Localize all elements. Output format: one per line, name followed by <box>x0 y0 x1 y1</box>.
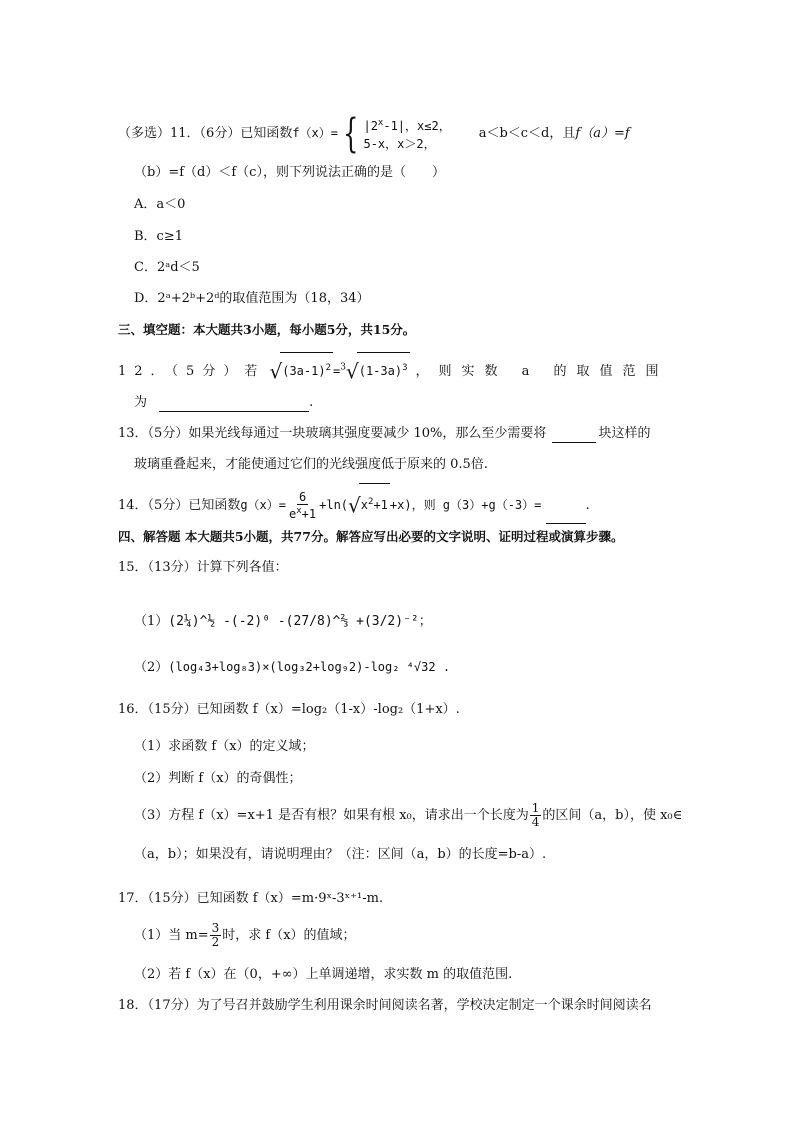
q11-cases <box>363 114 450 153</box>
q14-end: . <box>585 498 590 513</box>
q14-prefix: 14．（5分）已知函数 <box>118 498 241 513</box>
q12-sqrt-symbol: √ <box>269 359 283 384</box>
q11-cond: a＜b＜c＜d，且 <box>478 126 576 141</box>
q14-fraction: $\frac{6}{e^x+1}$ <box>289 489 317 521</box>
q13-line2: 玻璃重叠起来，才能使通过它们的光线强度低于原来的 0.5倍. <box>134 457 488 472</box>
q12-line1 <box>118 352 669 382</box>
q11-cond2: f（a）=f <box>575 126 630 141</box>
q11-line1 <box>118 110 630 157</box>
q12-end: . <box>309 395 314 410</box>
q16-p3-fraction: $\frac{1}{4}$ <box>531 801 540 829</box>
q14-sqrt-symbol: √ <box>348 493 361 518</box>
section-3-heading: 三、填空题：本大题共3小题，每小题5分，共15分。 <box>118 322 416 337</box>
q11-case2: 5-x，x＞2， <box>363 137 436 151</box>
q11-fx: f（x）= <box>292 126 339 140</box>
q17-p1-text-a: （1）当 m= <box>134 928 209 943</box>
q13-text-b: 块这样的 <box>598 426 651 441</box>
q16-p3-text-b: 的区间（a，b），使 x₀∈ <box>542 808 683 823</box>
q12-for: 为 <box>134 395 148 410</box>
q14-tail: +x)，则 g（3）+g（-3）= <box>389 498 542 512</box>
q15-p2-label: （2） <box>134 660 169 675</box>
q12-suffix: ，则实数 a 的取值范围 <box>415 364 669 379</box>
q12-cbrt-symbol: √ <box>345 359 359 384</box>
q16-p3-text-a: （3）方程 f（x）=x+1 是否有根？如果有根 x₀，请求出一个长度为 <box>134 808 529 823</box>
q16-part3-line2: （a，b）；如果没有，请说明理由？（注：区间（a，b）的长度=b-a）. <box>134 847 547 862</box>
q12-prefix: 12．（5分）若 <box>118 364 266 379</box>
section-4-heading: 四、解答题 本大题共5小题，共77分。解答应写出必要的文字说明、证明过程或演算步骤。 <box>118 529 624 544</box>
q15-p2-expr: (log₄3+log₈3)×(log₃2+log₉2)-log₂ ⁴√32 . <box>168 660 451 674</box>
q17-part2: （2）若 f（x）在（0，+∞）上单调递增，求实数 m 的取值范围. <box>134 967 513 982</box>
q16-title: 16．（15分）已知函数 f（x）=log₂（1-x）-log₂（1+x）. <box>118 702 460 717</box>
q14-gx: g（x）= <box>240 498 287 512</box>
q14-line <box>118 483 590 519</box>
q13-line1 <box>118 425 651 443</box>
q11-line2: （b）=f（d）＜f（c），则下列说法正确的是（ ） <box>134 165 445 180</box>
q15-p1-expr: (2¼)^½ -(-2)⁰ -(27/8)^⅔ +(3/2)⁻²； <box>168 614 432 629</box>
q15-part1 <box>134 607 432 637</box>
q11-option-d: D．2ᵃ+2ᵇ+2ᵈ的取值范围为（18，34） <box>134 291 370 306</box>
q16-part1: （1）求函数 f（x）的定义域； <box>134 739 315 754</box>
q11-brace: { <box>343 110 359 157</box>
q16-part3 <box>134 798 682 834</box>
q18-title: 18．（17分）为了号召并鼓励学生利用课余时间阅读名著，学校决定制定一个课余时间阅读名 <box>118 998 652 1013</box>
q15-p1-label: （1） <box>134 614 169 629</box>
q12-answer-blank[interactable] <box>159 397 309 412</box>
q12-cbrt-body: $(1-3a)^3$ <box>357 352 410 386</box>
q11-case1: |2$^x$-1|，x≤2， <box>363 118 451 133</box>
q17-title: 17．（15分）已知函数 f（x）=m·9ˣ-3ˣ⁺¹-m. <box>118 891 384 906</box>
q17-p1-text-b: 时，求 f（x）的值域； <box>222 928 356 943</box>
q17-p1-fraction: $\frac{3}{2}$ <box>211 921 220 949</box>
q12-sqrt-body: $(3a-1)^2$ <box>280 352 333 386</box>
q17-part1 <box>134 918 356 954</box>
q12-eq: = <box>333 364 341 378</box>
q13-answer-blank[interactable] <box>552 428 596 443</box>
q15-part2 <box>134 658 450 677</box>
q11-option-b: B．c≥1 <box>134 229 183 244</box>
q11-prefix: （多选）11．（6分）已知函数 <box>118 126 293 141</box>
q14-answer-blank[interactable] <box>546 509 586 524</box>
q14-ln: +ln( <box>319 498 349 512</box>
q12-line2 <box>134 394 313 412</box>
q11-option-c: C．2ᵃd＜5 <box>134 260 200 275</box>
q13-text-a: 13．（5分）如果光线每通过一块玻璃其强度要减少 10%，那么至少需要将 <box>118 426 547 441</box>
q11-option-a: A．a＜0 <box>134 197 186 212</box>
q16-part2: （2）判断 f（x）的奇偶性； <box>134 771 302 786</box>
q12-root-index: 3 <box>340 362 346 373</box>
q15-title: 15．（13分）计算下列各值： <box>118 560 288 575</box>
q14-sqrt-body: $x^2+1$ <box>359 483 390 523</box>
